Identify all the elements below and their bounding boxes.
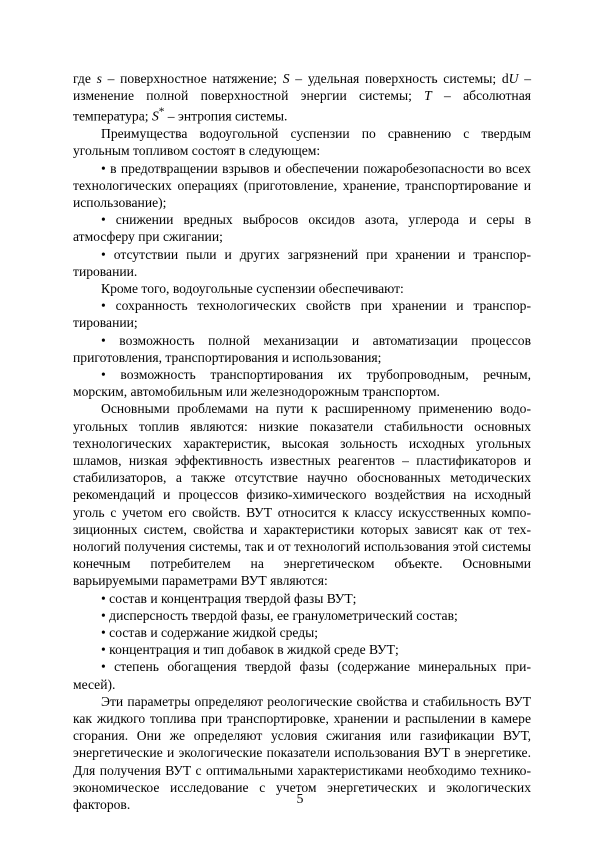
bullet-liquid-medium: • состав и содержание жидкой среды; xyxy=(73,624,531,641)
bullet-enrichment: • степень обогащения твердой фазы (содержание минеральных примесей). xyxy=(73,658,531,692)
bullet-property-preservation: • сохранность технологических свойств при хранении и транспортировании; xyxy=(73,297,531,331)
bullet-no-dust: • отсутствии пыли и других загрязнений при хранении и транспортировании. xyxy=(73,246,531,280)
run-0: где xyxy=(73,71,97,86)
bullet-explosion-prevention: • в предотвращении взрывов и обеспечении пожаробезопасности во всех технологических операциях (приготовление, хранение, транспортирование и использование); xyxy=(73,160,531,212)
paragraph-advantages-intro: Преимущества водоугольной суспензии по сравнению с твердым угольным топливом состоят в следующем: xyxy=(73,126,531,159)
variable-U: U xyxy=(508,71,519,86)
paragraph-additionally: Кроме того, водоугольные суспензии обеспечивают: xyxy=(101,280,404,296)
run-4: – удельная поверхность системы; d xyxy=(289,71,509,86)
superscript-star: * xyxy=(158,106,165,119)
bullet-emission-reduction: • снижении вредных выбросов оксидов азота, углерода и серы в атмосферу при сжигании; xyxy=(73,211,531,245)
paragraph-main-problems: Основными проблемами на пути к расширенному применению водоугольных топлив являются: низкие показатели стабильности основных технологических характеристик, высокая зольность исходных угольных шламов, низкая эффективность известных реагентов – пластификаторов и стабилизаторов, а также отсутствие научно обоснованных методических рекомендаций и процессов физико-химического воздействия на исходный уголь с учетом его свойств. ВУТ относится к классу искусственных композиционных систем, свойства и характеристики которых зависят как от технологий получения системы, так и от технологий использования этой системы конечным потребителем на энергетическом объекте. Основными варьируемыми параметрами ВУТ являются: xyxy=(73,401,531,589)
bullet-solid-phase-composition: • состав и концентрация твердой фазы ВУТ; xyxy=(73,590,531,607)
run-11: – энтропия системы. xyxy=(164,108,288,124)
bullet-additives: • концентрация и тип добавок в жидкой среде ВУТ; xyxy=(73,641,531,658)
page-body xyxy=(73,70,531,813)
bullet-dispersity: • дисперсность твердой фазы, ее гранулометрический состав; xyxy=(73,607,531,624)
variable-T: T xyxy=(424,88,432,104)
bullet-transport-modes: • возможность транспортирования их трубопроводным, речным, морским, автомобильным или железнодорожным транспортом. xyxy=(73,366,531,400)
paragraph-p0 xyxy=(73,70,531,125)
run-2: – поверхностное натяжение; xyxy=(101,71,283,86)
bullet-automation: • возможность полной механизации и автоматизации процессов приготовления, транспортирования и использования; xyxy=(73,332,531,366)
run-6: – изменение полной поверхностной энергии системы; xyxy=(73,71,531,104)
run-8: – абсолютная температура; xyxy=(73,88,531,124)
paragraph-parameters-conclusion: Эти параметры определяют реологические свойства и стабильность ВУТ как жидкого топлива при транспортировке, хранении и распылении в камере сгорания. Они же определяют условия сжигания или газификации ВУТ, энергетические и экологические показатели использования ВУТ в энергетике. Для получения ВУТ с оптимальными характеристиками необходимо технико-экономическое исследование с учетом энергетических и экологических факторов. xyxy=(73,693,531,813)
variable-s: s xyxy=(96,71,102,86)
variable-S-star: S xyxy=(151,108,159,124)
variable-S: S xyxy=(282,71,290,86)
page-number: 5 xyxy=(296,791,304,806)
